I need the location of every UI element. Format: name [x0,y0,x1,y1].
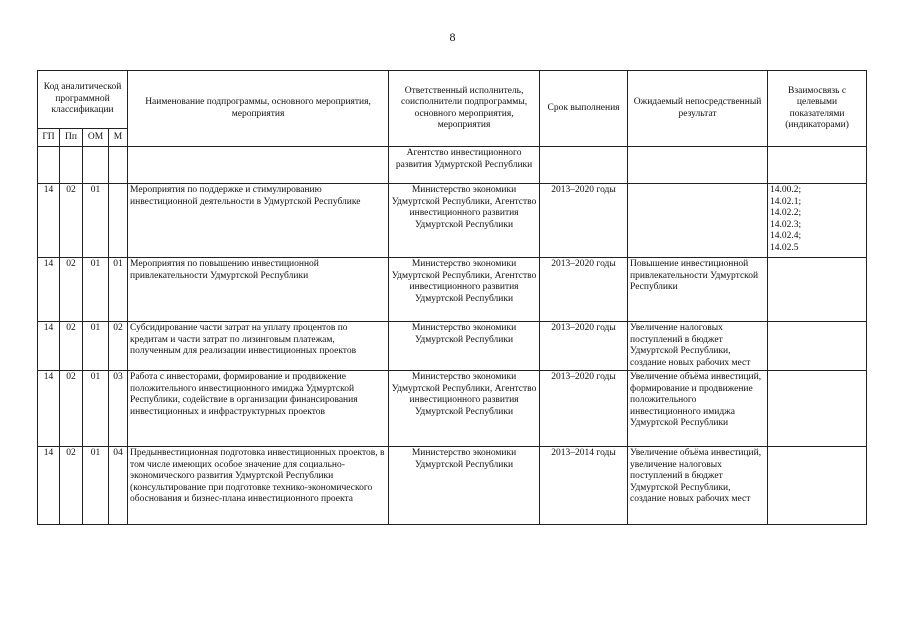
cell-indicators [768,447,867,525]
program-activities-table [37,70,867,525]
header-responsible: Ответственный исполнитель, соисполнители подпрограммы, основного мероприятия, мероприятия [389,71,540,147]
cell-result [628,147,768,184]
header-code-om: ОМ [83,129,109,147]
header-name: Наименование подпрограммы, основного мероприятия, мероприятия [128,71,389,147]
cell-result: Увеличение объёма инвестиций, увеличение налоговых поступлений в бюджет Удмуртской Республики, создание новых рабочих мест [628,447,768,525]
table-row [38,184,867,258]
cell-om: 01 [83,447,109,525]
cell-pp: 02 [60,371,83,447]
cell-term: 2013–2020 годы [540,184,628,258]
table-row [38,371,867,447]
cell-pp: 02 [60,322,83,371]
indicator-code: 14.02.4; [770,231,802,241]
table-row [38,258,867,322]
cell-name: Работа с инвесторами, формирование и продвижение положительного инвестиционного имиджа Удмуртской Республики, содействие в организации финансирования инвестиционных и инфраструктурных проектов [128,371,389,447]
cell-om: 01 [83,184,109,258]
cell-pp: 02 [60,258,83,322]
cell-om: 01 [83,322,109,371]
cell-gp: 14 [38,322,60,371]
header-result: Ожидаемый непосредственный результат [628,71,768,147]
page-number: 8 [449,30,456,44]
cell-m: 02 [109,322,128,371]
cell-result: Повышение инвестиционной привлекательности Удмуртской Республики [628,258,768,322]
table-row [38,322,867,371]
indicator-code: 14.02.5 [770,242,799,253]
indicator-code: 14.02.1; [770,196,802,207]
cell-pp [60,147,83,184]
cell-responsible: Агентство инвестиционного развития Удмуртской Республики [389,147,540,184]
cell-m: 04 [109,447,128,525]
cell-m: 03 [109,371,128,447]
header-code-group: Код аналитической программной классификации [38,71,128,129]
cell-pp: 02 [60,184,83,258]
cell-name: Мероприятия по поддержке и стимулированию инвестиционной деятельности в Удмуртской Республике [128,184,389,258]
cell-m [109,147,128,184]
cell-om: 01 [83,371,109,447]
cell-indicators [768,147,867,184]
cell-name: Мероприятия по повышению инвестиционной привлекательности Удмуртской Республики [128,258,389,322]
cell-term: 2013–2020 годы [540,371,628,447]
cell-gp: 14 [38,447,60,525]
cell-result [628,184,768,258]
header-code-gp: ГП [38,129,60,147]
cell-om: 01 [83,258,109,322]
cell-term: 2013–2020 годы [540,258,628,322]
cell-m: 01 [109,258,128,322]
header-term: Срок выполнения [540,71,628,147]
header-code-pp: Пп [60,129,83,147]
header-row [38,71,867,129]
cell-name: Предынвестиционная подготовка инвестиционных проектов, в том числе имеющих особое значение для социально-экономического развития Удмуртской Республики (консультирование при подготовке технико-экономического обоснования и бизнес-плана инвестиционного проекта [128,447,389,525]
cell-result: Увеличение объёма инвестиций, формирование и продвижение положительного инвестиционного имиджа Удмуртской Республики [628,371,768,447]
cell-indicators [768,371,867,447]
indicator-code: 14.02.2; [770,208,802,218]
cell-responsible: Министерство экономики Удмуртской Республики, Агентство инвестиционного развития Удмуртской Республики [389,184,540,258]
table-row [38,147,867,184]
cell-indicators [768,322,867,371]
cell-om [83,147,109,184]
cell-gp [38,147,60,184]
cell-result: Увеличение налоговых поступлений в бюджет Удмуртской Республики, создание новых рабочих мест [628,322,768,371]
cell-gp: 14 [38,184,60,258]
cell-m [109,184,128,258]
cell-term: 2013–2020 годы [540,322,628,371]
cell-responsible: Министерство экономики Удмуртской Республики [389,322,540,371]
cell-responsible: Министерство экономики Удмуртской Республики [389,447,540,525]
cell-indicators [768,258,867,322]
cell-responsible: Министерство экономики Удмуртской Республики, Агентство инвестиционного развития Удмуртской Республики [389,371,540,447]
table-row [38,447,867,525]
cell-responsible: Министерство экономики Удмуртской Республики, Агентство инвестиционного развития Удмуртской Республики [389,258,540,322]
cell-name [128,147,389,184]
indicator-code: 14.02.3; [770,219,802,230]
header-code-m: М [109,129,128,147]
cell-gp: 14 [38,371,60,447]
cell-pp: 02 [60,447,83,525]
indicator-code: 14.00.2; [770,185,802,195]
cell-term: 2013–2014 годы [540,447,628,525]
cell-indicators [768,184,867,258]
cell-name: Субсидирование части затрат на уплату процентов по кредитам и части затрат по лизинговым платежам, полученным для реализации инвестиционных проектов [128,322,389,371]
cell-term [540,147,628,184]
header-indicators: Взаимосвязь с целевыми показателями (индикаторами) [768,71,867,147]
cell-gp: 14 [38,258,60,322]
